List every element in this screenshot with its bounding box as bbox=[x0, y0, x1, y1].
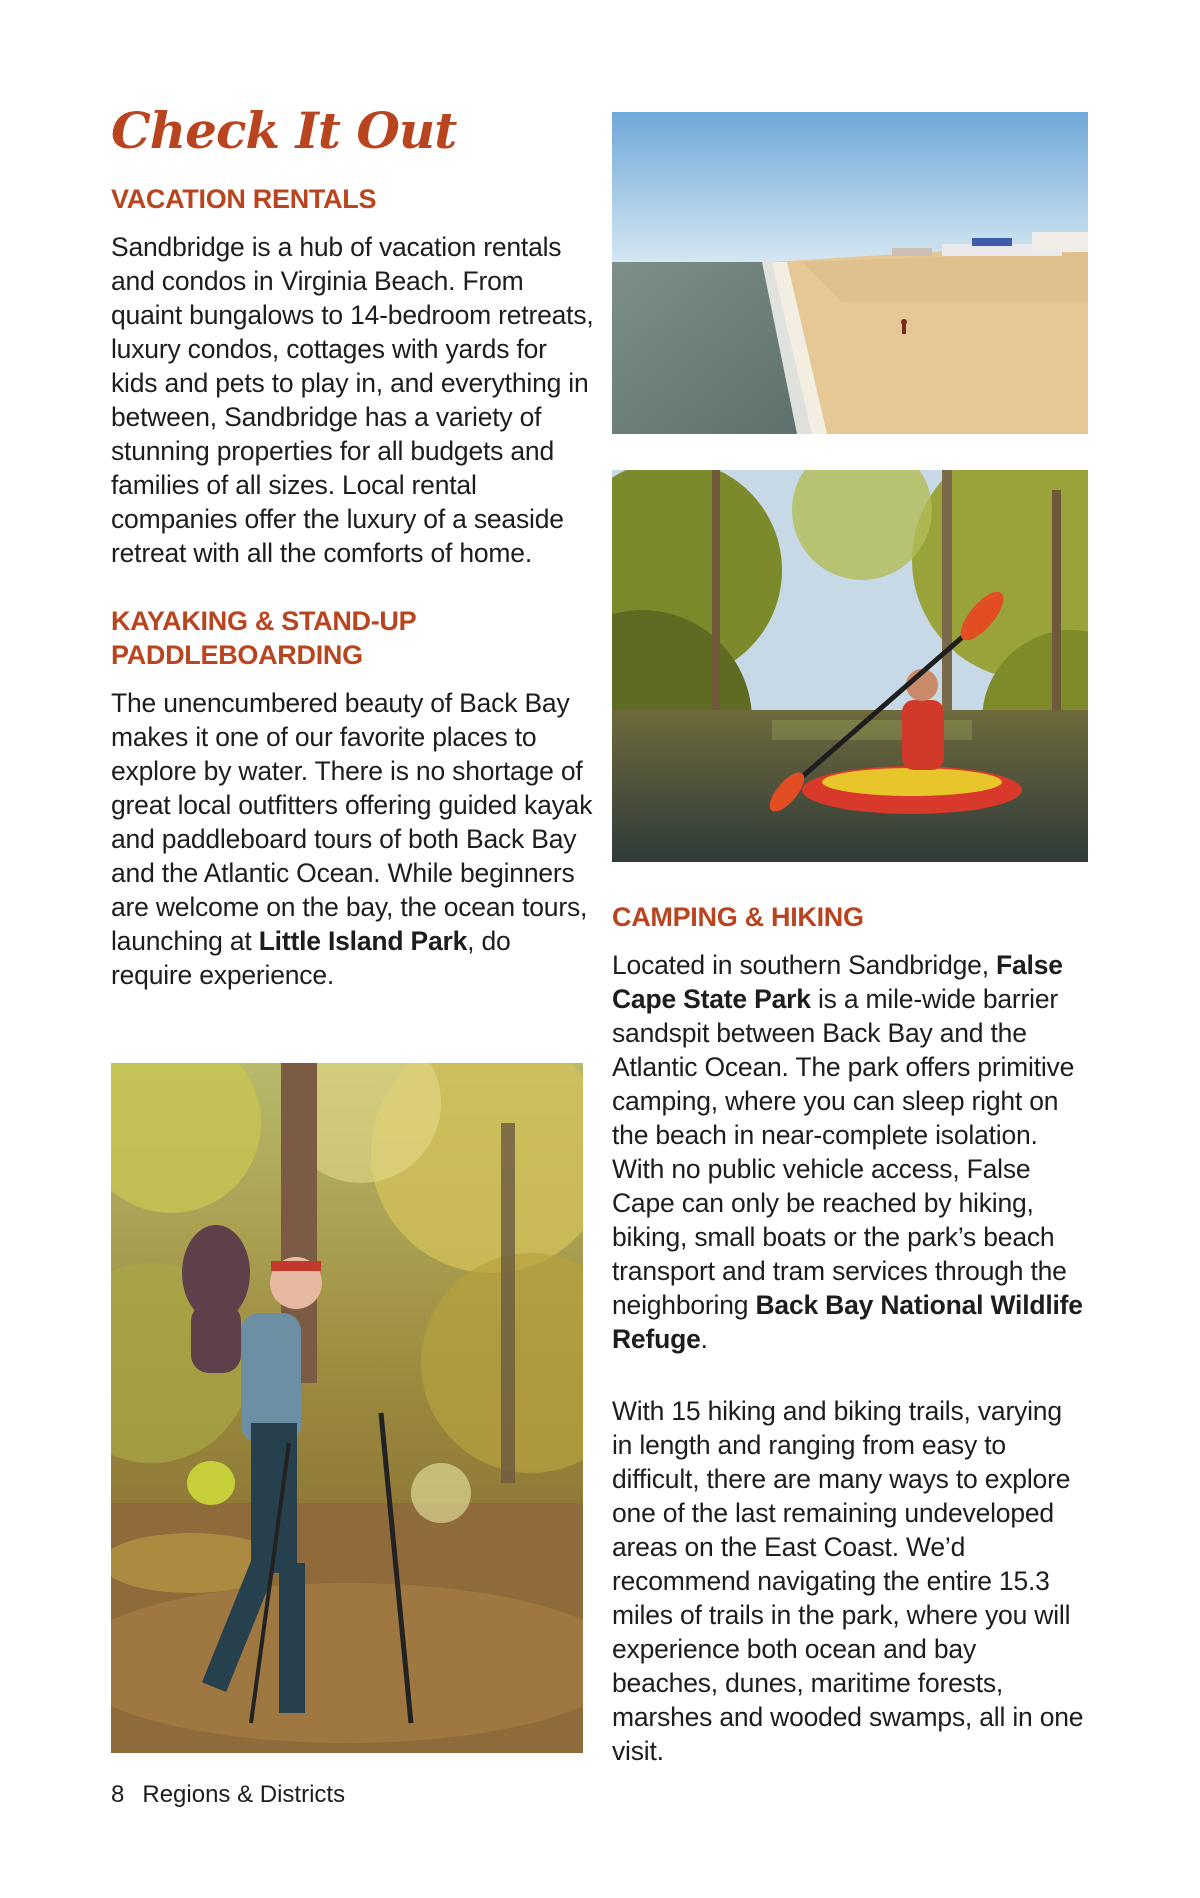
page-number: 8 bbox=[111, 1781, 125, 1808]
back-bay-refuge-link: Back Bay National Wildlife Refuge bbox=[612, 1290, 1083, 1354]
camping-body-2: With 15 hiking and biking trails, varying in length and ranging from easy to difficult, there are many ways to explore one of the last remaining undeveloped areas on the East Coast. We’d recommend navigating the entire 15.3 miles of trails in the park, where you will experience both ocean and bay beaches, dunes, maritime forests, marshes and wooded swamps, all in one visit. bbox=[612, 1396, 1084, 1766]
camping-hiking-heading: CAMPING & HIKING bbox=[612, 902, 864, 932]
kayaking-body: The unencumbered beauty of Back Bay makes it one of our favorite places to explore by water. There is no shortage of great local outfitters offering guided kayak and paddleboard tours of both Back Bay and the Atlantic Ocean. While beginners are welcome on the bay, the ocean tours, launching at Little Island Park, do require experience. bbox=[111, 688, 593, 990]
beach-photo bbox=[612, 112, 1088, 434]
kayak-photo bbox=[612, 470, 1088, 862]
little-island-park-link: Little Island Park bbox=[258, 926, 468, 956]
right-column bbox=[612, 900, 1088, 1768]
page-footer bbox=[111, 1780, 345, 1810]
hiker-photo bbox=[111, 1063, 583, 1753]
footer-section-name: Regions & Districts bbox=[142, 1781, 346, 1808]
camping-body-1: Located in southern Sandbridge, False Cape State Park is a mile-wide barrier sandspit between Back Bay and the Atlantic Ocean. The park offers primitive camping, where you can sleep right on the beach in near-complete isolation. With no public vehicle access, False Cape can only be reached by hiking, biking, small boats or the park’s beach transport and tram services through the neighboring Back Bay National Wildlife Refuge. bbox=[612, 950, 1083, 1354]
page-title: Check It Out bbox=[111, 101, 457, 160]
vacation-rentals-body: Sandbridge is a hub of vacation rentals and condos in Virginia Beach. From quaint bungalows to 14-bedroom retreats, luxury condos, cottages with yards for kids and pets to play in, and everything in between, Sandbridge has a variety of stunning properties for all budgets and families of all sizes. Local rental companies offer the luxury of a seaside retreat with all the comforts of home. bbox=[111, 232, 594, 568]
false-cape-state-park-link: False Cape State Park bbox=[612, 950, 1063, 1014]
kayaking-heading: KAYAKING & STAND-UP PADDLEBOARDING bbox=[111, 606, 416, 670]
vacation-rentals-heading: VACATION RENTALS bbox=[111, 184, 377, 214]
left-column bbox=[111, 100, 595, 1030]
